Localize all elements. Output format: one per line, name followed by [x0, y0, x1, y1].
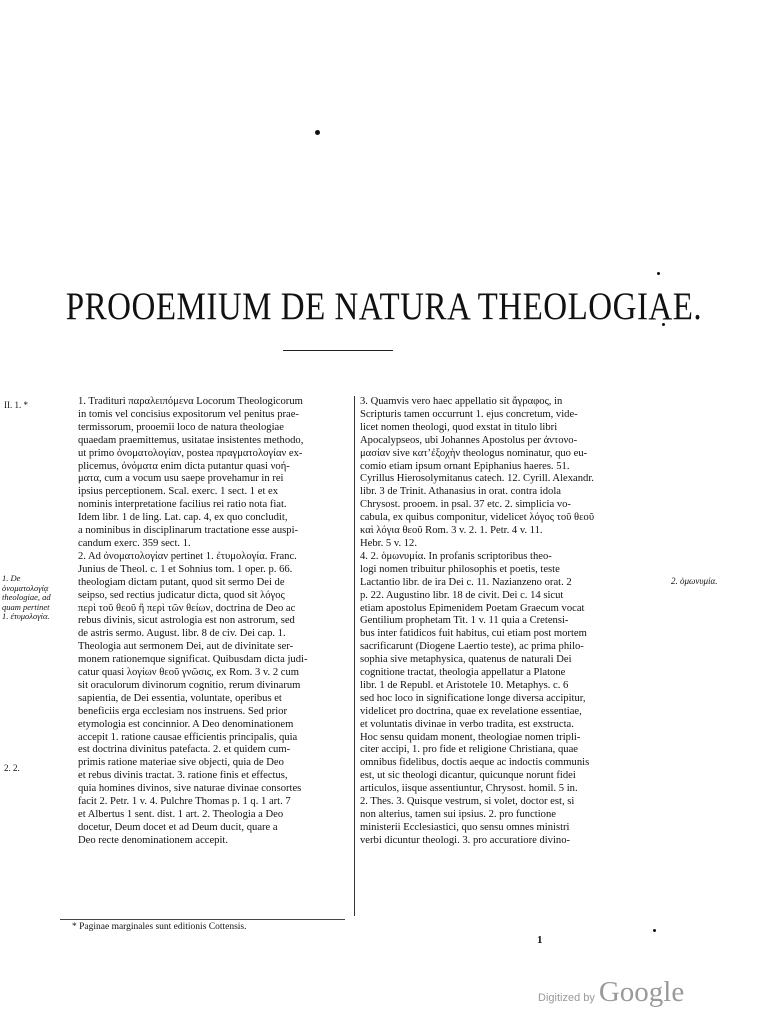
- text-line: verbi dicuntur theologi. 3. pro accuratiore divino-: [360, 834, 571, 846]
- text-line: facit 2. Petr. 1 v. 4. Pulchre Thomas p. 1 q. 1 art. 7: [78, 796, 291, 808]
- text-line: comio etiam ipsum ornant Epiphanius haeres. 51.: [360, 460, 570, 472]
- text-line: docetur, Deum docet et ad Deum ducit, quare a: [78, 821, 278, 833]
- google-watermark: [538, 976, 684, 1009]
- text-line: videlicet pro doctrina, quae ex revelatione essentiae,: [360, 705, 582, 717]
- text-line: Chrysost. prooem. in psal. 37 etc. 2. simplicia vo-: [360, 499, 571, 511]
- left-column: [78, 396, 350, 848]
- text-line: articulos, iisque assentiuntur, Chrysost. homil. 5 in.: [360, 783, 578, 795]
- text-line: Junius de Theol. c. 1 et Sohnius tom. 1 oper. p. 66.: [78, 563, 293, 575]
- text-line: candum exerc. 359 sect. 1.: [78, 537, 191, 549]
- text-line: ut primo ὀνοματολογίαν, postea πραγματολογίαν ex-: [78, 447, 303, 459]
- text-line: καὶ λόγια θεοῦ Rom. 3 v. 2. 1. Petr. 4 v. 11.: [360, 525, 543, 537]
- text-line: 1. Tradituri παραλειπόμενα Locorum Theologicorum: [78, 396, 303, 407]
- margin-note-left-1: II. 1. *: [4, 400, 28, 410]
- text-line: libr. 3 de Trinit. Athanasius in orat. contra idola: [360, 486, 561, 498]
- text-line: p. 22. Augustino libr. 18 de civit. Dei c. 14 sicut: [360, 589, 564, 601]
- page-number: 1: [537, 934, 543, 946]
- text-line: Deo recte denominationem accepit.: [78, 834, 229, 846]
- text-line: est, ut sic theologi dicantur, quicunque norunt fidei: [360, 770, 576, 782]
- text-line: sophia sive metaphysica, quatenus de naturali Dei: [360, 654, 572, 666]
- text-line: est doctrina divinitus patefacta. 2. et quidem cum-: [78, 744, 291, 756]
- text-line: Hebr. 5 v. 12.: [360, 537, 417, 549]
- footnote: * Paginae marginales sunt editionis Cottensis.: [72, 922, 247, 932]
- text-line: primis ratione materiae sive objecti, quia de Deo: [78, 757, 284, 769]
- text-line: theologiam dictam putant, quod sit sermo Dei de: [78, 576, 285, 588]
- text-line: et rebus divinis tractat. 3. ratione finis et effectus,: [78, 770, 288, 782]
- text-line: sapientia, de Dei essentia, voluntate, operibus et: [78, 692, 282, 704]
- margin-note-right-1: 2. ὁμωνυμία.: [671, 576, 718, 586]
- text-line: etymologia est concinnior. A Deo denominationem: [78, 718, 294, 730]
- right-column: [360, 396, 658, 848]
- text-line: Gentilium prophetam Tit. 1 v. 11 quia a Cretensi-: [360, 615, 569, 627]
- text-line: sed hoc loco in significatione longe diversa accipitur,: [360, 692, 586, 704]
- margin-note-left-3: 2. 2.: [4, 763, 20, 773]
- text-line: μασίαν sive κατ’ἐξοχὴν theologus nominatur, quo eu-: [360, 447, 588, 459]
- title-divider: [283, 350, 393, 351]
- watermark-prefix: Digitized by: [538, 992, 595, 1004]
- watermark-brand: Google: [598, 976, 685, 1008]
- text-line: non alterius, tamen sui ipsius. 2. pro functione: [360, 809, 556, 820]
- text-line: Theologia aut sermonem Dei, aut de divinitate ser-: [78, 641, 294, 653]
- text-line: quia homines divinos, sive naturae divinae consortes: [78, 783, 302, 795]
- column-divider: [354, 396, 355, 916]
- text-line: libr. 1 de Republ. et Aristotele 10. Metaphys. c. 6: [360, 679, 569, 691]
- text-line: citer accipi, 1. pro fide et religione Christiana, quae: [360, 744, 578, 756]
- text-line: περὶ τοῦ θεοῦ ἢ περὶ τῶν θείων, doctrina de Deo ac: [78, 602, 296, 614]
- margin-note-left-2: 1. De ὀνοματολογίᾳ theologiae, ad quam pertinet 1. ἐτυμολογία.: [2, 573, 51, 622]
- text-line: seipso, sed rectius judicatur dicta, quod sit λόγος: [78, 589, 285, 601]
- text-line: 3. Quamvis vero haec appellatio sit ἄγραφος, in: [360, 396, 563, 407]
- text-line: Apocalypseos, ubi Johannes Apostolus per ἀντονο-: [360, 434, 578, 446]
- text-line: ματα, cum a vocum usu saepe provehamur in rei: [78, 473, 284, 485]
- text-line: Cyrillus Hierosolymitanus catech. 12. Cyrill. Alexandr.: [360, 473, 594, 485]
- text-line: accepit 1. ratione causae efficientis principalis, quia: [78, 731, 298, 743]
- text-line: termissorum, prooemii loco de natura theologiae: [78, 421, 284, 433]
- text-line: bus inter fatidicos fuit habitus, cui etiam post mortem: [360, 628, 587, 640]
- text-line: omnibus fidelibus, doctis aeque ac indoctis communis: [360, 757, 590, 769]
- ink-speck: [657, 272, 660, 275]
- text-line: logi nomen tribuitur philosophis et poetis, teste: [360, 563, 560, 575]
- text-line: Scripturis tamen occurrunt 1. ejus concretum, vide-: [360, 408, 578, 420]
- text-line: 2. Ad ὀνοματολογίαν pertinet 1. ἐτυμολογία. Franc.: [78, 550, 297, 562]
- text-line: de astris sermo. August. libr. 8 de civ. Dei cap. 1.: [78, 628, 286, 640]
- text-line: cabula, ex quibus componitur, videlicet λόγος τοῦ θεοῦ: [360, 512, 595, 524]
- text-line: cognitione tractat, theologia appellatur a Platone: [360, 667, 566, 679]
- text-line: et Albertus 1 sent. dist. 1 art. 2. Theologia a Deo: [78, 809, 284, 820]
- text-line: licet nomen theologi, quod exstat in titulo libri: [360, 421, 558, 433]
- ink-speck: [653, 929, 656, 932]
- text-line: in tomis vel concisius expositorum vel penitus prae-: [78, 408, 299, 420]
- text-line: nominis interpretatione facilius rei ratio nota fiat.: [78, 499, 287, 511]
- text-line: rebus divinis, sicut astrologia est non astrorum, sed: [78, 615, 295, 627]
- text-line: plicemus, ὀνόματα enim dicta putantur quasi νοή-: [78, 460, 290, 472]
- text-line: Hoc sensu quidam monent, theologiae nomen tripli-: [360, 731, 581, 743]
- text-line: ministerii Ecclesiastici, quo sensu omnes ministri: [360, 821, 570, 833]
- text-line: Lactantio libr. de ira Dei c. 11. Nazianzeno orat. 2: [360, 576, 572, 588]
- text-line: et voluntatis divinae in verbo tradita, est exstructa.: [360, 718, 574, 730]
- text-line: sit oraculorum divinorum cognitio, rerum divinarum: [78, 679, 301, 691]
- text-line: beneficiis erga ecclesiam nos instruens. Sed prior: [78, 705, 287, 717]
- text-line: a nominibus in disciplinarum tractatione esse auspi-: [78, 525, 299, 537]
- text-line: catur quasi λογίων θεοῦ γνῶσις, ex Rom. 3 v. 2 cum: [78, 667, 299, 679]
- text-line: 4. 2. ὁμωνυμία. In profanis scriptoribus theo-: [360, 550, 552, 562]
- text-line: monem rationemque significat. Quibusdam dicta judi-: [78, 654, 308, 666]
- text-line: Idem libr. 1 de ling. Lat. cap. 4, ex quo concludit,: [78, 512, 288, 524]
- text-line: sacrificarunt (Diogene Laertio teste), ac prima philo-: [360, 641, 584, 653]
- ink-speck: [315, 130, 320, 135]
- page-title: PROOEMIUM DE NATURA THEOLOGIAE.: [65, 286, 703, 329]
- footnote-rule: [60, 919, 345, 920]
- text-line: etiam apostolus Epimenidem Poetam Graecum vocat: [360, 602, 585, 614]
- text-line: quaedam praemittemus, usitatae insistentes methodo,: [78, 434, 304, 446]
- text-line: ipsius perceptionem. Scal. exerc. 1 sect. 1 et ex: [78, 486, 279, 498]
- text-line: 2. Thes. 3. Quisque vestrum, si volet, doctor est, si: [360, 796, 575, 808]
